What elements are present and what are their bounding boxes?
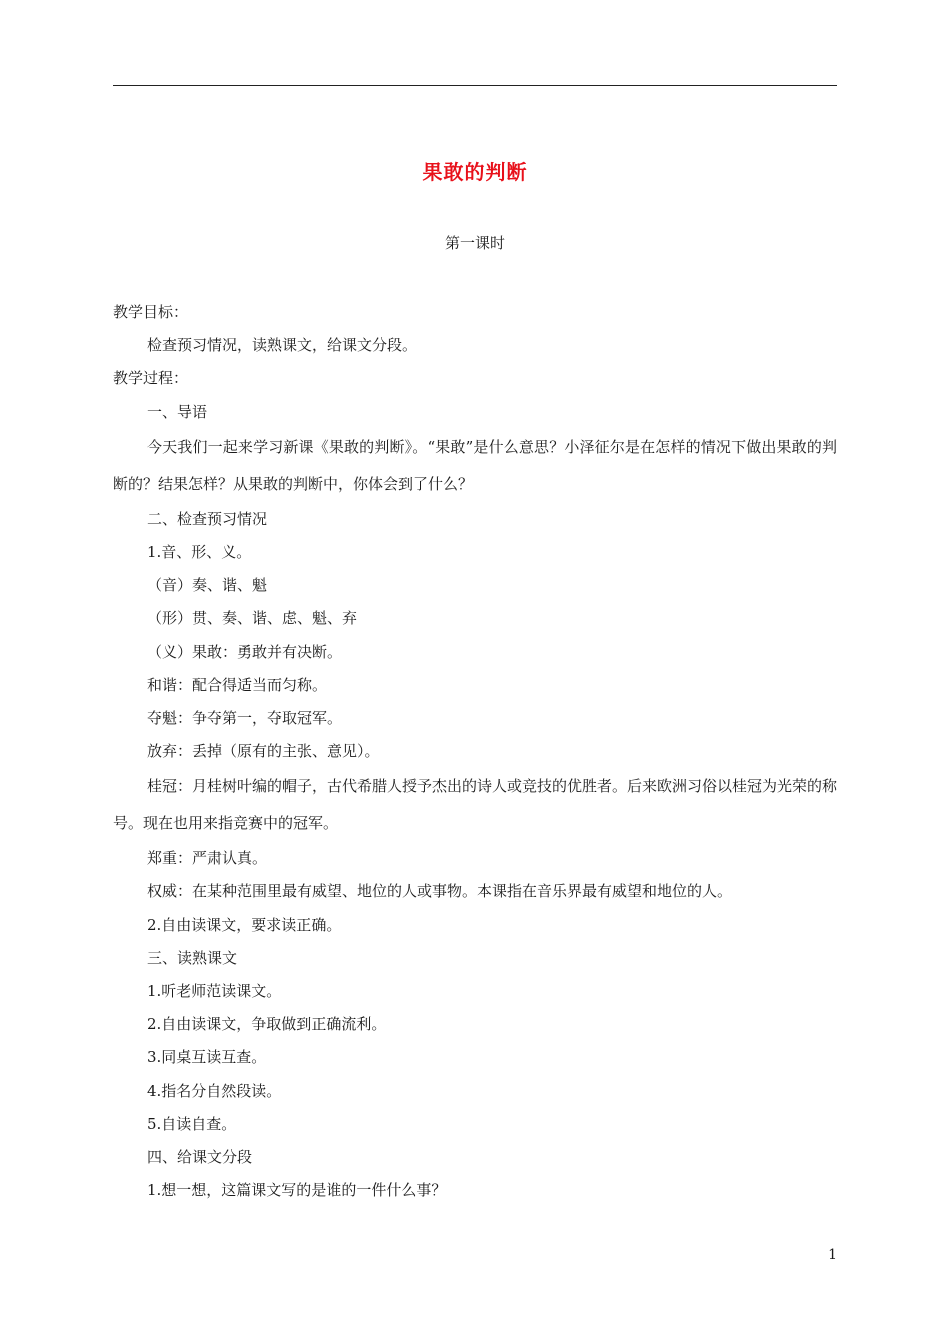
- page-number: 1: [828, 1247, 837, 1263]
- list-item: 1.音、形、义。: [147, 542, 252, 561]
- character-form-line: （形）贯、奏、谐、虑、魁、弃: [147, 609, 358, 628]
- definition-fangqi: 放弃：丢掉（原有的主张、意见）。: [147, 742, 380, 761]
- list-item: 4.指名分自然段读。: [147, 1081, 282, 1100]
- list-item: 1.想一想，这篇课文写的是谁的一件什么事？: [147, 1181, 447, 1200]
- section-heading-segmenting: 四、给课文分段: [147, 1147, 253, 1166]
- header-rule: [113, 85, 837, 86]
- intro-paragraph: 今天我们一起来学习新课《果敢的判断》。“果敢”是什么意思？小泽征尔是在怎样的情况下做出果敢的判断的？结果怎样？从果敢的判断中，你体会到了什么？: [113, 437, 837, 493]
- pronunciation-line: （音）奏、谐、魁: [147, 576, 268, 595]
- definition-duokui: 夺魁：争夺第一，夺取冠军。: [147, 708, 343, 727]
- lesson-subtitle: 第一课时: [444, 234, 505, 252]
- document-title: 果敢的判断: [422, 160, 528, 184]
- goal-text: 检查预习情况，读熟课文，给课文分段。: [147, 336, 418, 355]
- definition-guiguan: 桂冠：月桂树叶编的帽子，古代希腊人授予杰出的诗人或竞技的优胜者。后来欧洲习俗以桂冠为光荣的称号。现在也用来指竞赛中的冠军。: [113, 777, 838, 833]
- list-item: 1.听老师范读课文。: [147, 982, 282, 1000]
- list-item: 3.同桌互读互查。: [147, 1048, 267, 1067]
- list-item: 2.自由读课文，要求读正确。: [147, 915, 342, 934]
- definition-zhengzhong: 郑重：严肃认真。: [147, 849, 268, 868]
- process-heading: 教学过程：: [113, 369, 189, 388]
- definition-quanwei: 权威：在某种范围里最有威望、地位的人或事物。本课指在音乐界最有威望和地位的人。: [147, 882, 733, 901]
- document-body: [113, 296, 837, 1207]
- list-item: 2.自由读课文，争取做到正确流利。: [147, 1015, 387, 1034]
- definition-hexie: 和谐：配合得适当而匀称。: [147, 675, 328, 694]
- meaning-line: （义）果敢：勇敢并有决断。: [147, 642, 343, 661]
- list-item: 5.自读自查。: [147, 1114, 237, 1133]
- section-heading-preview: 二、检查预习情况: [147, 509, 268, 528]
- goal-heading: 教学目标：: [113, 303, 189, 321]
- section-heading-reading: 三、读熟课文: [147, 948, 238, 967]
- section-heading-intro: 一、导语: [147, 402, 208, 421]
